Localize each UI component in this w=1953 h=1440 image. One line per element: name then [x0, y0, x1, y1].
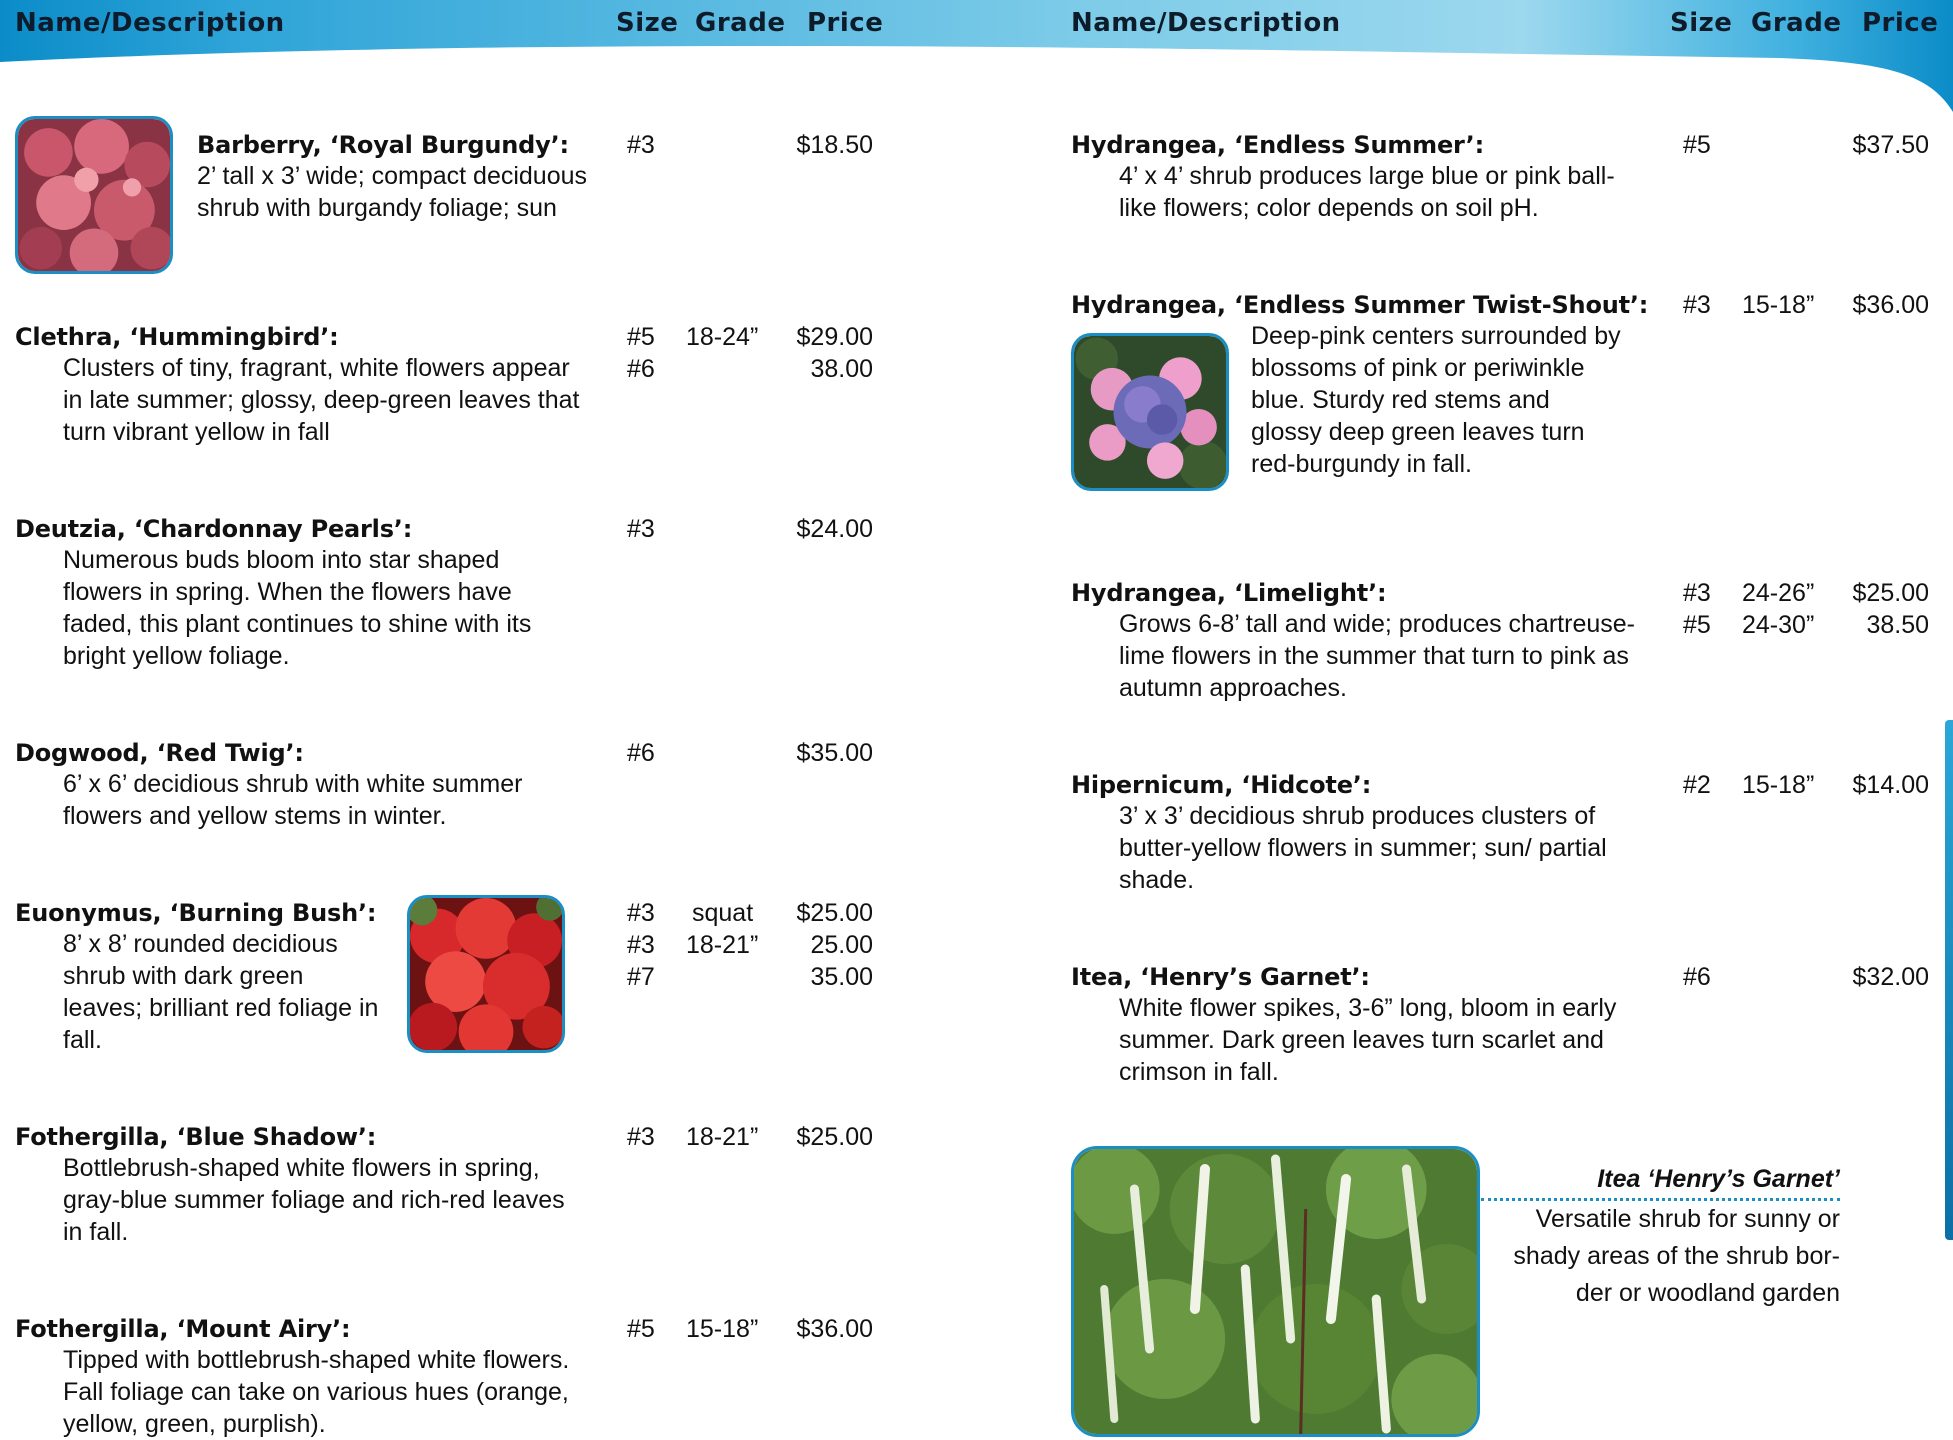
item-price: $37.50	[1852, 131, 1929, 159]
feature-title: Itea ‘Henry’s Garnet’	[1597, 1165, 1840, 1193]
header-name-left: Name/Description	[15, 8, 285, 38]
item-size: #6	[627, 739, 655, 767]
item-size: #7	[627, 963, 655, 991]
item-name: Hydrangea, ‘Endless Summer’:	[1071, 131, 1484, 159]
hydrangea-photo	[1071, 333, 1229, 491]
item-price: $36.00	[1852, 291, 1929, 319]
item-price: 38.50	[1866, 611, 1929, 639]
item-size: #3	[1683, 579, 1711, 607]
item-size: #5	[1683, 611, 1711, 639]
item-size: #5	[627, 1315, 655, 1343]
item-description: Numerous buds bloom into star shaped flowers in spring. When the flowers have faded, this plant continues to shine with its bright yellow foliage.	[63, 546, 532, 670]
item-description: Tipped with bottlebrush-shaped white flowers. Fall foliage can take on various hues (orange, yellow, green, purplish).	[63, 1346, 570, 1438]
item-description: Grows 6-8’ tall and wide; produces chartreuse-lime flowers in the summer that turn to pink as autumn approaches.	[1119, 610, 1635, 702]
item-grade: 15-18”	[686, 1315, 759, 1343]
header-size-left: Size	[616, 8, 679, 38]
item-description: Clusters of tiny, fragrant, white flowers appear in late summer; glossy, deep-green leaves that turn vibrant yellow in fall	[63, 354, 580, 446]
item-description: Deep-pink centers surrounded by blossoms of pink or periwinkle blue. Sturdy red stems and glossy deep green leaves turn red-burgundy in fall.	[1251, 322, 1621, 478]
item-price: $18.50	[796, 131, 873, 159]
item-size: #5	[1683, 131, 1711, 159]
item-size: #3	[627, 1123, 655, 1151]
item-name: Hydrangea, ‘Endless Summer Twist-Shout’:	[1071, 291, 1649, 319]
item-price: $25.00	[796, 899, 873, 927]
barberry-photo	[15, 116, 173, 274]
item-grade: squat	[692, 899, 754, 927]
item-price: $29.00	[796, 323, 873, 351]
header-price-right: Price	[1862, 8, 1939, 38]
item-grade: 15-18”	[1742, 291, 1815, 319]
item-name: Hydrangea, ‘Limelight’:	[1071, 579, 1387, 607]
item-grade: 18-21”	[686, 931, 759, 959]
header-grade-left: Grade	[695, 8, 786, 38]
item-size: #6	[627, 355, 655, 383]
itea-photo	[1071, 1146, 1480, 1437]
item-name: Dogwood, ‘Red Twig’:	[15, 739, 304, 767]
item-grade: 18-21”	[686, 1123, 759, 1151]
item-size: #6	[1683, 963, 1711, 991]
item-price: $24.00	[796, 515, 873, 543]
header-grade-right: Grade	[1751, 8, 1842, 38]
item-price: $36.00	[796, 1315, 873, 1343]
item-name: Euonymus, ‘Burning Bush’:	[15, 899, 377, 927]
item-name: Fothergilla, ‘Mount Airy’:	[15, 1315, 351, 1343]
burning-bush-photo	[407, 895, 565, 1053]
item-size: #3	[627, 931, 655, 959]
item-price: $25.00	[796, 1123, 873, 1151]
item-description: 2’ tall x 3’ wide; compact deciduous shrub with burgandy foliage; sun	[197, 162, 588, 222]
item-description: Bottlebrush-shaped white flowers in spring, gray-blue summer foliage and rich-red leaves in fall.	[63, 1154, 565, 1246]
item-description: 3’ x 3’ decidious shrub produces clusters of butter-yellow flowers in summer; sun/ partial shade.	[1119, 802, 1607, 894]
page-edge-accent	[1945, 720, 1953, 1240]
item-name: Deutzia, ‘Chardonnay Pearls’:	[15, 515, 413, 543]
item-size: #2	[1683, 771, 1711, 799]
item-description: White flower spikes, 3-6” long, bloom in early summer. Dark green leaves turn scarlet and crimson in fall.	[1119, 994, 1617, 1086]
item-description: 8’ x 8’ rounded decidious shrub with dark green leaves; brilliant red foliage in fall.	[63, 930, 379, 1054]
item-size: #3	[627, 131, 655, 159]
item-name: Hipernicum, ‘Hidcote’:	[1071, 771, 1372, 799]
item-grade: 24-30”	[1742, 611, 1815, 639]
item-grade: 18-24”	[686, 323, 759, 351]
item-size: #5	[627, 323, 655, 351]
header-size-right: Size	[1670, 8, 1733, 38]
item-price: $14.00	[1852, 771, 1929, 799]
item-price: $35.00	[796, 739, 873, 767]
item-size: #3	[627, 515, 655, 543]
item-name: Itea, ‘Henry’s Garnet’:	[1071, 963, 1370, 991]
feature-description: Versatile shrub for sunny or shady areas of the shrub bor-der or woodland garden	[1513, 1205, 1840, 1307]
item-name: Clethra, ‘Hummingbird’:	[15, 323, 339, 351]
header-price-left: Price	[807, 8, 884, 38]
item-price: 25.00	[810, 931, 873, 959]
item-price: $32.00	[1852, 963, 1929, 991]
item-size: #3	[627, 899, 655, 927]
item-size: #3	[1683, 291, 1711, 319]
item-description: 6’ x 6’ decidious shrub with white summer flowers and yellow stems in winter.	[63, 770, 523, 830]
item-description: 4’ x 4’ shrub produces large blue or pink ball-like flowers; color depends on soil pH.	[1119, 162, 1615, 222]
item-price: $25.00	[1852, 579, 1929, 607]
item-grade: 15-18”	[1742, 771, 1815, 799]
header-banner	[0, 0, 1953, 115]
item-price: 35.00	[810, 963, 873, 991]
item-name: Barberry, ‘Royal Burgundy’:	[197, 131, 569, 159]
item-grade: 24-26”	[1742, 579, 1815, 607]
item-price: 38.00	[810, 355, 873, 383]
header-name-right: Name/Description	[1071, 8, 1341, 38]
item-name: Fothergilla, ‘Blue Shadow’:	[15, 1123, 377, 1151]
